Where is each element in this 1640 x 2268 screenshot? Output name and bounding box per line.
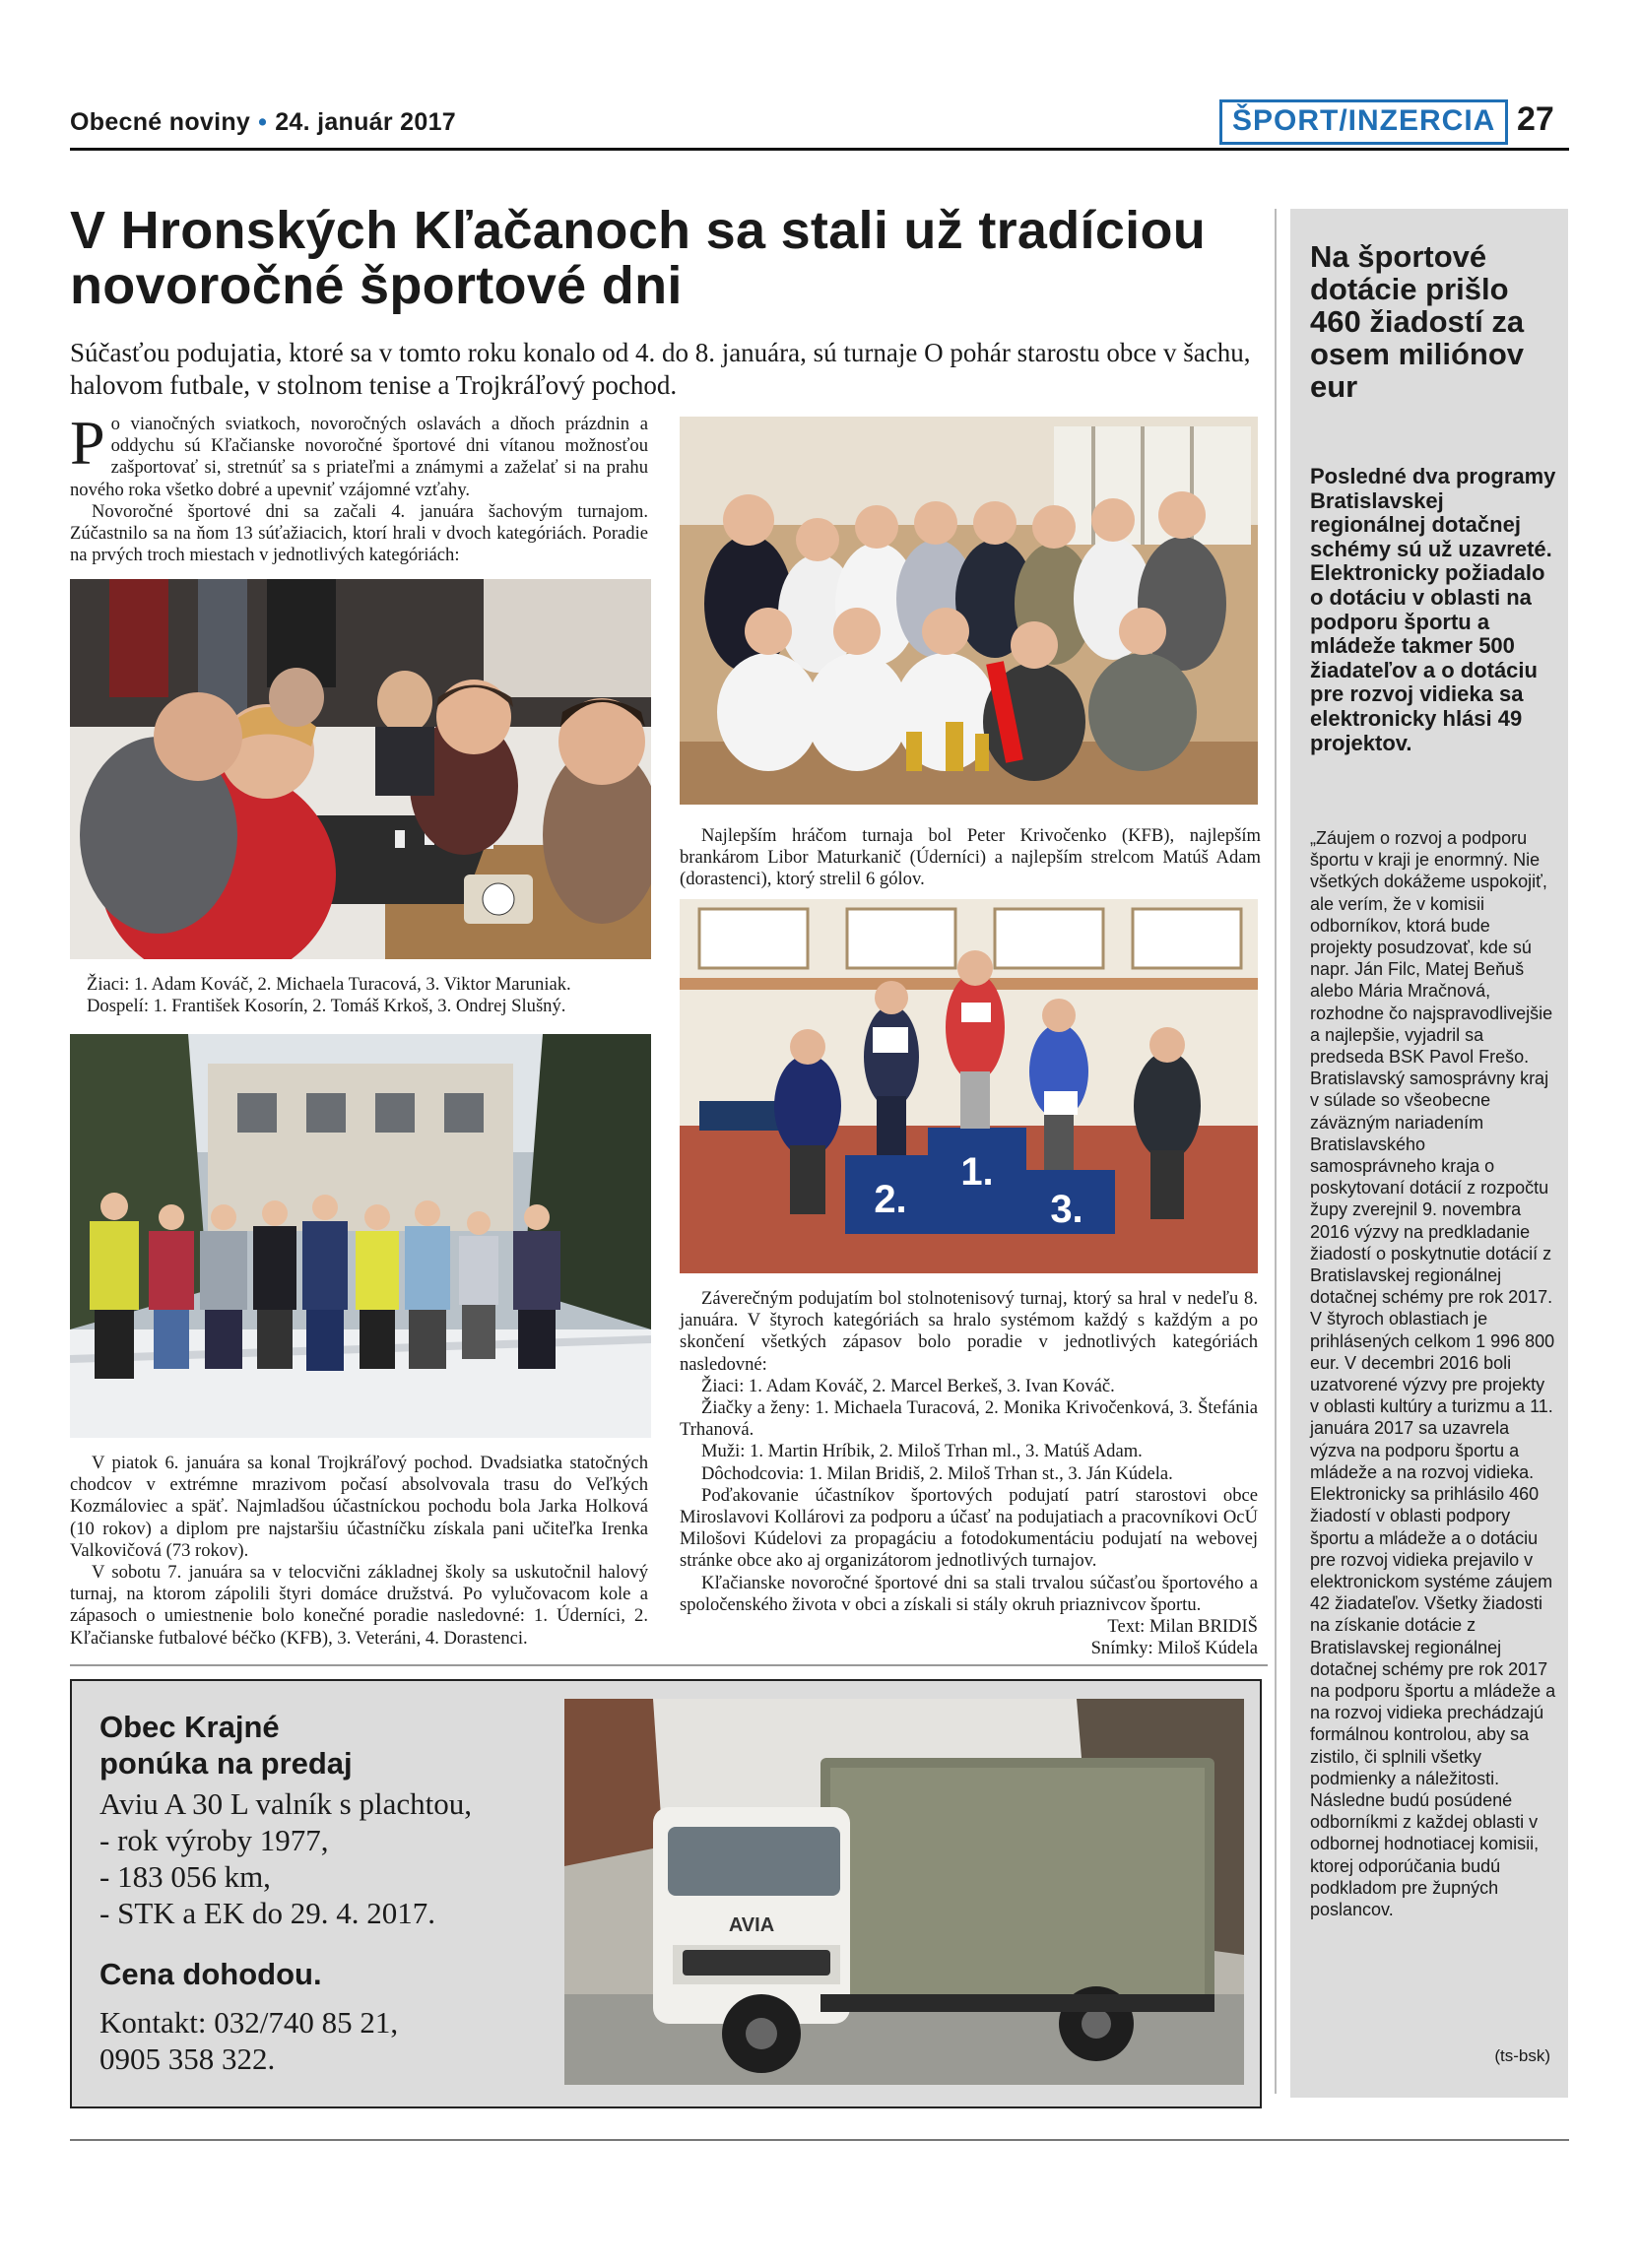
hall-football-paragraph: V sobotu 7. januára sa v telocvični základnej školy sa uskutočnil halový turnaj, na ktorom zápolili štyri domáce družstvá. Po vylučovacom kole a zápasoch o umiestnenie bolo konečné poradie nasledovné: 1. Úderníci, 2. Kľačianske futbalové béčko (KFB), 3. Veteráni, 4. Dorastenci. (70, 1562, 648, 1649)
section-label: ŠPORT/INZERCIA (1219, 99, 1508, 145)
tt-results-men: Muži: 1. Martin Hríbik, 2. Miloš Trhan ml., 3. Matúš Adam. (701, 1441, 1143, 1462)
chess-tournament-photo (70, 579, 651, 959)
football-caption: Najlepším hráčom turnaja bol Peter Krivočenko (KFB), najlepším brankárom Libor Maturkanič (Úderníci) a najlepším strelcom Matúš Adam (dorastenci), ktorý strelil 6 gólov. (680, 825, 1261, 890)
publication-name: Obecné noviny (70, 108, 251, 136)
tt-results-women: Žiačky a ženy: 1. Michaela Turacová, 2. Monika Krivočenková, 3. Štefánia Trhanová. (680, 1397, 1258, 1441)
podium-first-label: 1. (960, 1150, 994, 1194)
sidebar-headline: Na športové dotácie prišlo 460 žiadostí za osem miliónov eur (1310, 239, 1525, 404)
ad-top-rule (70, 1664, 1268, 1666)
thanks-paragraph: Poďakovanie účastníkov športových podujatí patrí starostovi obce Miroslavovi Kollárovi za podporu a účasť na podujatiach a pracovníkovi OcÚ Milošovi Kúdelovi za propagáciu a fotodokumentáciu podujatí na webovej stránke obce ako aj organizátorom jednotlivých turnajov. (680, 1484, 1258, 1572)
ad-offer-year: - rok výroby 1977, (99, 1823, 329, 1857)
photo-credit: Snímky: Miloš Kúdela (1090, 1638, 1258, 1659)
ad-offer (99, 1785, 582, 1931)
podium-second-label: 2. (874, 1178, 907, 1221)
publication-header (70, 108, 456, 137)
ad-title-line-1: Obec Krajné (99, 1710, 280, 1744)
sidebar-signature: (ts-bsk) (1494, 2046, 1550, 2065)
truck-photo (564, 1699, 1244, 2085)
issue-date: 24. január 2017 (275, 108, 456, 136)
table-tennis-paragraph: Záverečným podujatím bol stolnotenisový turnaj, ktorý sa hral v nedeľu 8. januára. V štyroch kategóriách sa hralo systémom každý s každým a po skončení všetkých zápasov bolo poradie v jednotlivých kategóriách nasledovné: (680, 1288, 1258, 1375)
intro-text: o vianočných sviatkoch, novoročných oslavách a dňoch prázdnin a oddychu sú Kľačianske novoročné športové dni vítanou možnosťou zašportovať si, stretnúť sa s priateľmi a známymi a zaželať si na prahu nového roka všetko dobré a upevniť vzájomné vzťahy. (70, 414, 648, 500)
article-intro-paragraph (70, 408, 648, 501)
page-number: 27 (1517, 100, 1554, 138)
drop-cap: P (70, 408, 105, 478)
truck-brand-badge: AVIA (728, 1914, 775, 1936)
article-column-2-lower (680, 1288, 1258, 1659)
article-column-1-lower (70, 1453, 648, 1650)
bullet-separator: • (258, 108, 268, 136)
chess-results-pupils: Žiaci: 1. Adam Kováč, 2. Michaela Turacová, 3. Viktor Maruniak. (87, 974, 571, 995)
sidebar-body: „Záujem o rozvoj a podporu športu v kraji je enormný. Nie všetkých dokážeme uspokojiť, ale verím, že v komisii odborníkov, ktorá bude projekty posudzovať, kde sú napr. Ján Filc, Matej Beňuš alebo Mária Mračnová, rozhodne čo najspravodlivejšie a najlepšie, vyjadril sa predseda BSK Pavol Frešo. Bratislavský samosprávny kraj v súlade so všeobecne záväzným nariadením Bratislavského samosprávneho kraja o poskytovaní dotácií z rozpočtu župy zverejnil 9. novembra 2016 výzvy na predkladanie žiadostí o poskytnutie dotácií z Bratislavskej regionálnej dotačnej schémy pre rok 2017. V štyroch oblastiach je prihlásených celkom 1 996 800 eur. V decembri 2016 boli uzatvorené výzvy pre projekty v oblasti kultúry a turizmu a 11. januára 2017 sa uzavrela výzva na podporu športu a mládeže a na rozvoj vidieka. Elektronicky sa prihlásilo 460 žiadostí v oblasti podpory športu a mládeže a o dotáciu pre rozvoj vidieka prejavilo v elektronickom systéme záujem 42 žiadateľov. Všetky žiadosti na získanie dotácie z Bratislavskej regionálnej dotačnej schémy pre rok 2017 na podporu športu a mládeže a na rozvoj vidieka prechádzajú formálnou kontrolou, aby sa zistilo, či splnili všetky podmienky a náležitosti. Následne budú posúdené odborníkmi z každej oblasti v odbornej hodnotiacej komisii, ktorej odporúčania budú podkladom pre župných poslancov. (1310, 828, 1556, 1919)
chess-results (87, 974, 648, 1017)
ad-price: Cena dohodou. (99, 1957, 322, 1991)
ad-offer-mileage: - 183 056 km, (99, 1859, 271, 1894)
header-rule (70, 148, 1569, 151)
tt-results-pupils: Žiaci: 1. Adam Kováč, 2. Marcel Berkeš, 3. Ivan Kováč. (701, 1375, 1115, 1396)
march-paragraph: V piatok 6. januára sa konal Trojkráľový pochod. Dvadsiatka statočných chodcov v extrémne mrazivom počasí absolvovala trasu do Veľkých Kozmáloviec a späť. Najmladšou účastníckou pochodu bola Jarka Holková (10 rokov) a diplom pre najstaršiu účastníčku získala pani učiteľka Irenka Valkovičová (73 rokov). (70, 1453, 648, 1561)
ad-offer-vehicle: Aviu A 30 L valník s plachtou, (99, 1786, 472, 1821)
ad-contact (99, 2004, 543, 2077)
chess-results-adults: Dospelí: 1. František Kosorín, 2. Tomáš Krkoš, 3. Ondrej Slušný. (87, 996, 566, 1017)
tt-results-seniors: Dôchodcovia: 1. Milan Bridiš, 2. Miloš Trhan st., 3. Ján Kúdela. (701, 1462, 1173, 1484)
sidebar-lead: Posledné dva programy Bratislavskej regionálnej dotačnej schémy sú už uzavreté. Elektronicky požiadalo o dotáciu v oblasti na podporu športu a mládeže takmer 500 žiadateľov a o dotáciu pre rozvoj vidieka sa elektronicky hlási 49 projektov. (1310, 464, 1556, 755)
podium-third-label: 3. (1050, 1188, 1083, 1231)
three-kings-march-photo (70, 1034, 651, 1438)
ad-contact-mobile: 0905 358 322. (99, 2041, 276, 2076)
chess-paragraph: Novoročné športové dni sa začali 4. januára šachovým turnajom. Zúčastnilo sa na ňom 13 súťažiacich, ktorí hrali v dvoch kategóriách. Poradie na prvých troch miestach v jednotlivých kategóriách: (70, 500, 648, 566)
closing-paragraph: Kľačianske novoročné športové dni sa stali trvalou súčasťou športového a spoločenského života v obci a získali si stály okruh priaznivcov športu. (680, 1572, 1258, 1615)
article-lead: Súčasťou podujatia, ktoré sa v tomto roku konalo od 4. do 8. januára, sú turnaje O pohár starostu obce v šachu, halovom futbale, v stolnom tenise a Trojkráľový pochod. (70, 338, 1251, 400)
article-headline: V Hronských Kľačanoch sa stali už tradíciou novoročné športové dni (70, 201, 1207, 315)
text-credit: Text: Milan BRIDIŠ (1107, 1616, 1258, 1638)
table-tennis-podium-photo (680, 899, 1258, 1273)
ad-offer-inspection: - STK a EK do 29. 4. 2017. (99, 1896, 435, 1930)
ad-title (99, 1709, 543, 1782)
sidebar-divider (1275, 209, 1277, 2094)
football-team-photo (680, 417, 1258, 805)
article-column-1 (70, 408, 648, 566)
page-bottom-rule (70, 2139, 1569, 2141)
ad-title-line-2: ponúka na predaj (99, 1746, 353, 1781)
ad-contact-phone: Kontakt: 032/740 85 21, (99, 2005, 399, 2040)
